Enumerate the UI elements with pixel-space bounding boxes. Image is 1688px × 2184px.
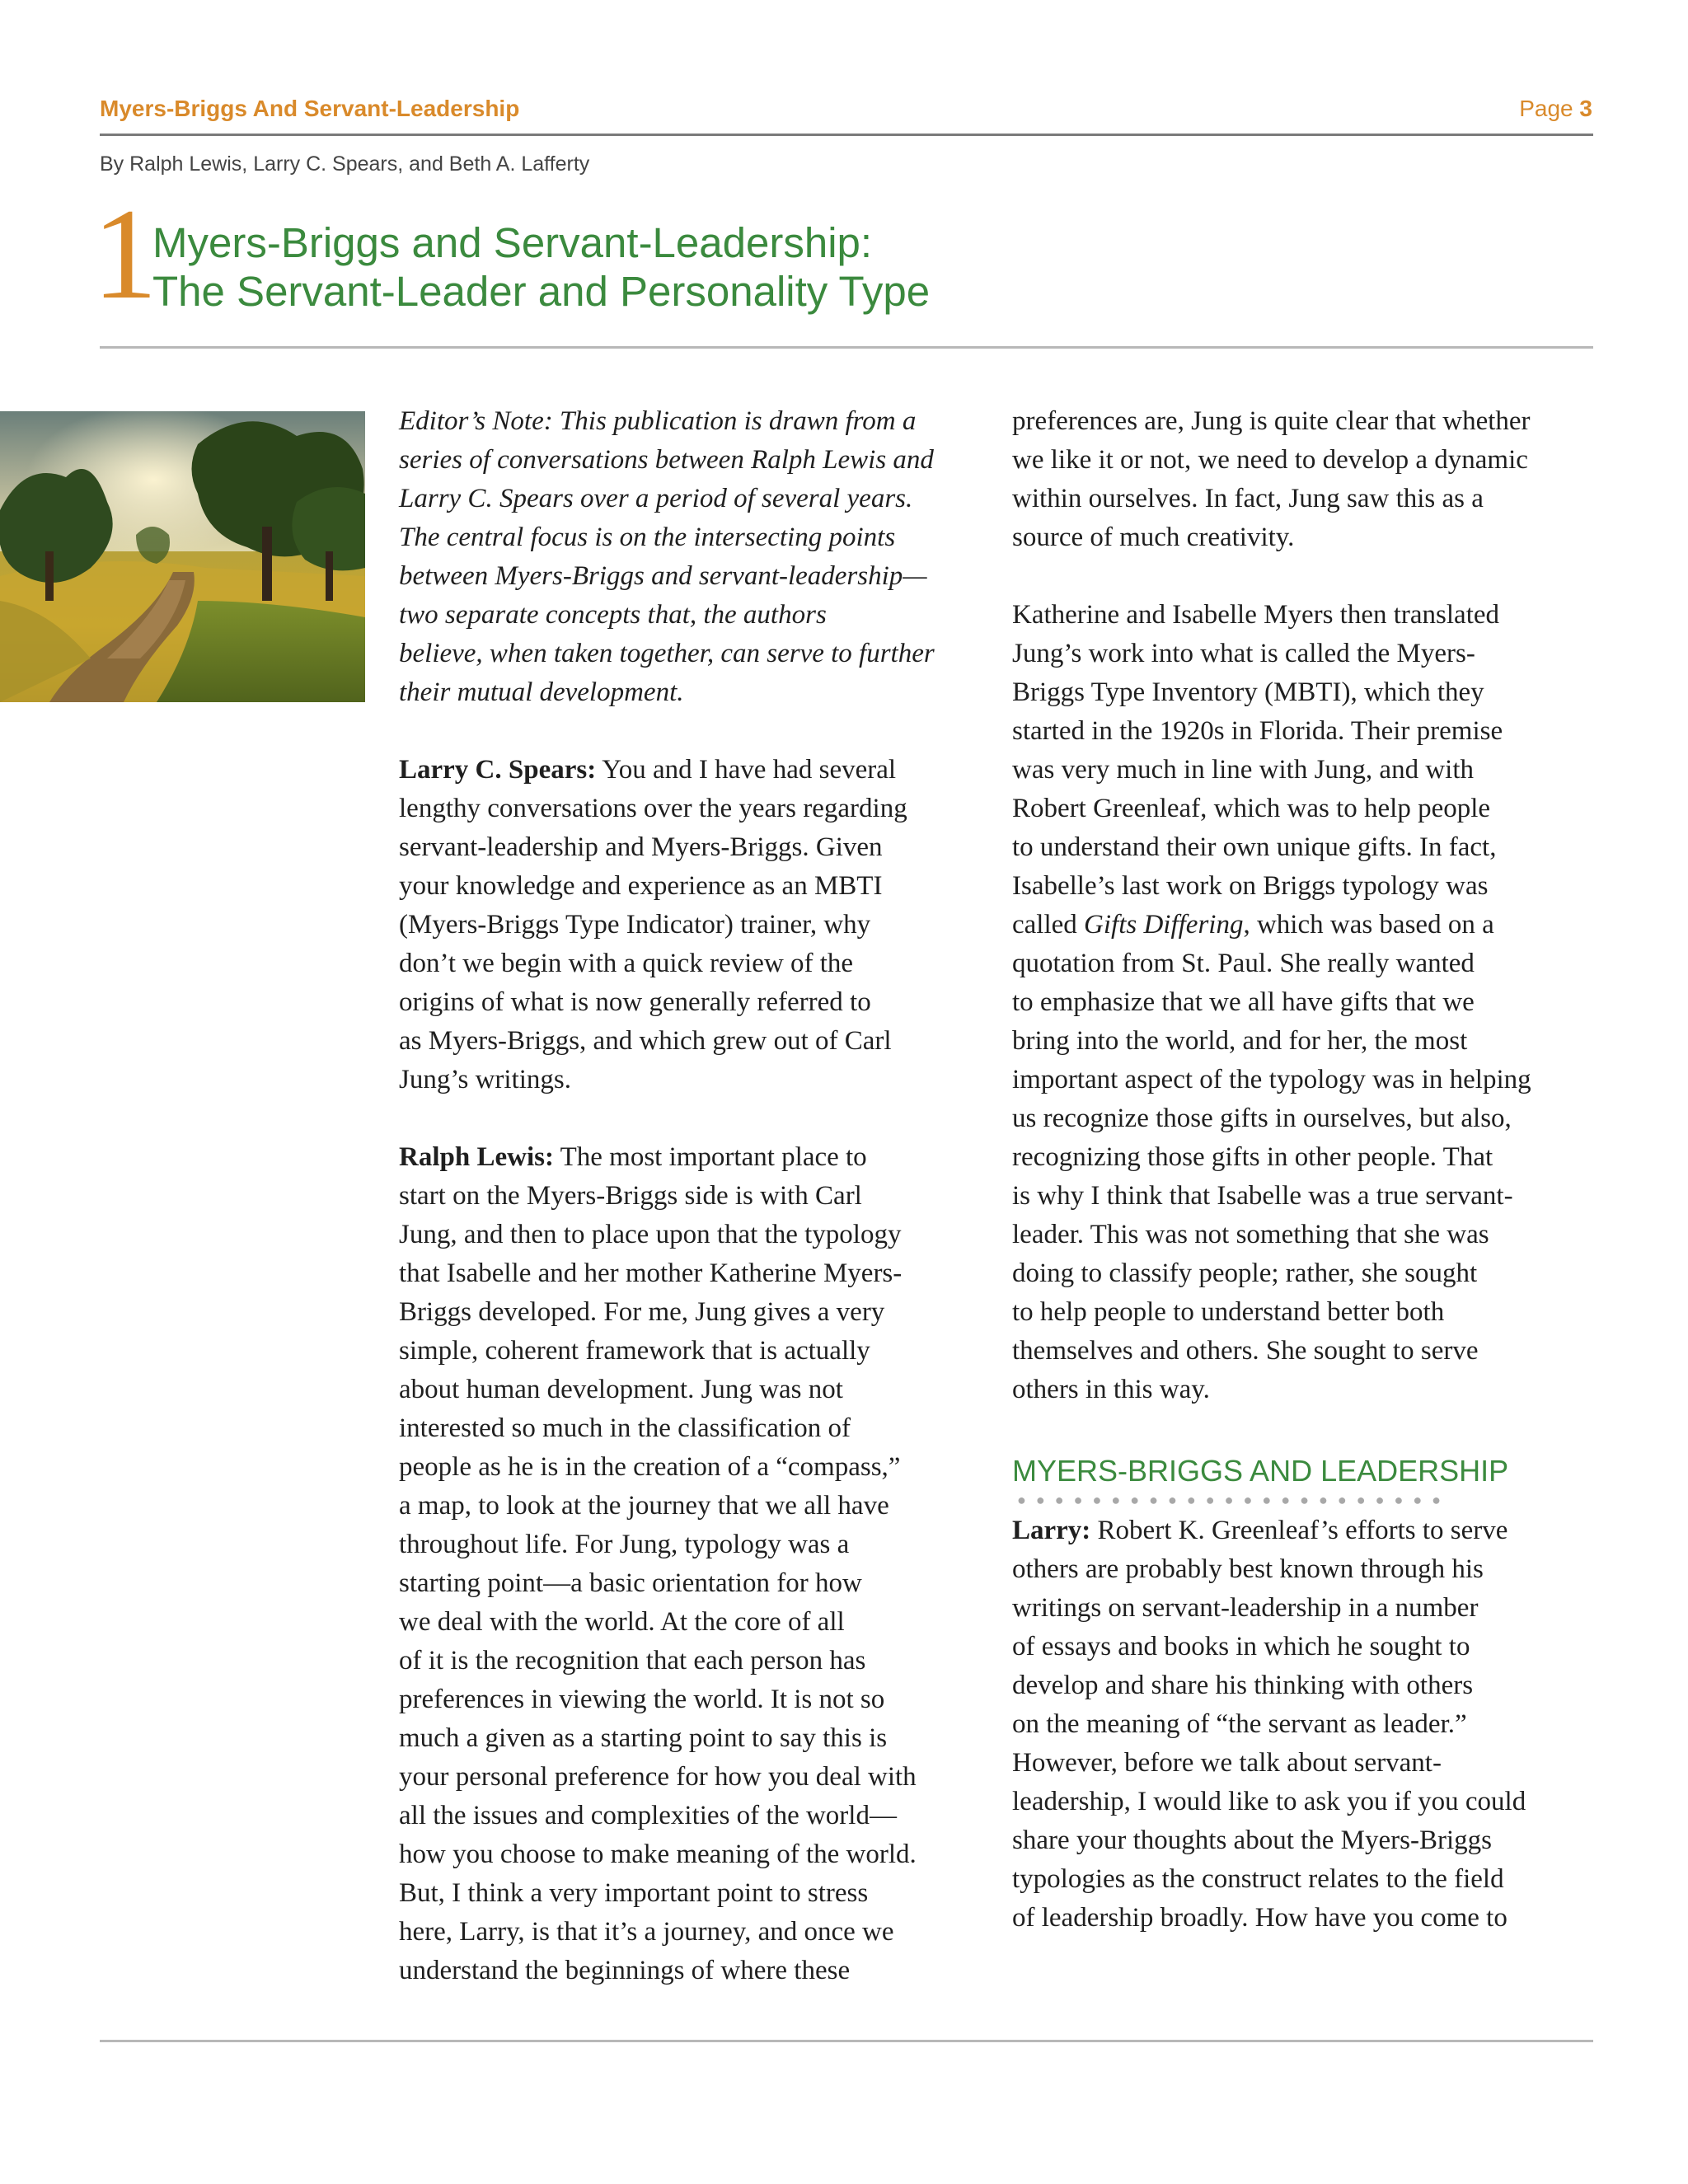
paragraph-line: your knowledge and experience as an MBTI [399, 871, 883, 901]
editors-note-line: two separate concepts that, the authors [399, 600, 827, 630]
paragraph-spears-2 [1012, 1511, 1606, 1938]
paragraph-line: quotation from St. Paul. She really wanted [1012, 949, 1475, 978]
paragraph-line: But, I think a very important point to stress [399, 1878, 869, 1908]
paragraph-line: people as he is in the creation of a “compass,” [399, 1452, 901, 1482]
book-title: Gifts Differing [1084, 910, 1244, 940]
paragraph-line [399, 1138, 992, 1177]
paragraph-line: (Myers-Briggs Type Indicator) trainer, why [399, 910, 871, 940]
paragraph-line: throughout life. For Jung, typology was a [399, 1530, 850, 1559]
paragraph-line: preferences in viewing the world. It is not so [399, 1685, 885, 1714]
paragraph-line [1012, 906, 1606, 944]
paragraph-line: writings on servant-leadership in a number [1012, 1593, 1479, 1623]
paragraph-line: simple, coherent framework that is actually [399, 1336, 870, 1366]
paragraph-line: others are probably best known through his [1012, 1554, 1484, 1584]
paragraph-lewis-3 [1012, 596, 1606, 1409]
paragraph-line: how you choose to make meaning of the world. [399, 1840, 917, 1869]
editors-note-line: Editor’s Note: This publication is drawn from a [399, 406, 917, 436]
header-rule [100, 134, 1593, 136]
paragraph-line: servant-leadership and Myers-Briggs. Given [399, 832, 883, 862]
paragraph-line: we deal with the world. At the core of all [399, 1607, 845, 1637]
paragraph-line: to help people to understand better both [1012, 1297, 1445, 1327]
paragraph-text: The most important place to [553, 1142, 867, 1172]
paragraph-lewis-1 [399, 1138, 992, 1990]
paragraph-line: your personal preference for how you deal with [399, 1762, 917, 1792]
paragraph-line: origins of what is now generally referred to [399, 987, 871, 1017]
paragraph-lewis-2 [1012, 402, 1606, 557]
paragraph-line: bring into the world, and for her, the most [1012, 1026, 1468, 1056]
paragraph-text: Robert K. Greenleaf’s efforts to serve [1090, 1516, 1508, 1545]
paragraph-text: , which was based on a [1243, 910, 1494, 940]
chapter-title-line-2: The Servant-Leader and Personality Type [152, 268, 931, 315]
paragraph-line: others in this way. [1012, 1375, 1210, 1404]
editors-note-line: believe, when taken together, can serve to further [399, 639, 935, 668]
paragraph-line: us recognize those gifts in ourselves, but also, [1012, 1104, 1512, 1133]
title-rule [100, 346, 1593, 349]
editors-note [399, 402, 992, 712]
landscape-illustration [0, 411, 365, 702]
paragraph-line: start on the Myers-Briggs side is with Carl [399, 1181, 862, 1211]
editors-note-line: between Myers-Briggs and servant-leadership— [399, 561, 927, 591]
paragraph-text: You and I have had several [596, 755, 897, 785]
paragraph-text: called [1012, 910, 1085, 940]
paragraph-line: Jung’s work into what is called the Myers- [1012, 639, 1475, 668]
speaker-name: Larry C. Spears: [399, 755, 597, 785]
paragraph-line: Isabelle’s last work on Briggs typology was [1012, 871, 1489, 901]
paragraph-line: on the meaning of “the servant as leader.” [1012, 1709, 1467, 1739]
paragraph-line: understand the beginnings of where these [399, 1956, 851, 1985]
chapter-title-line-1: Myers-Briggs and Servant-Leadership: [152, 219, 873, 266]
paragraph-line: source of much creativity. [1012, 523, 1295, 552]
paragraph-line: leader. This was not something that she was [1012, 1220, 1489, 1249]
paragraph-line: we like it or not, we need to develop a dynamic [1012, 445, 1528, 475]
paragraph-line: preferences are, Jung is quite clear that whether [1012, 406, 1531, 436]
paragraph-line: Briggs developed. For me, Jung gives a very [399, 1297, 885, 1327]
page-label: Page [1519, 96, 1573, 121]
paragraph-line: to emphasize that we all have gifts that we [1012, 987, 1475, 1017]
running-header-title: Myers-Briggs And Servant-Leadership [100, 96, 520, 121]
paragraph-line: Jung, and then to place upon that the typology [399, 1220, 902, 1249]
paragraph-line: doing to classify people; rather, she sought [1012, 1258, 1478, 1288]
paragraph-line: about human development. Jung was not [399, 1375, 843, 1404]
paragraph-line: to understand their own unique gifts. In fact, [1012, 832, 1497, 862]
paragraph-line: started in the 1920s in Florida. Their premise [1012, 716, 1503, 746]
paragraph-line: themselves and others. She sought to serve [1012, 1336, 1479, 1366]
paragraph-line: starting point—a basic orientation for how [399, 1568, 862, 1598]
paragraph-line: as Myers-Briggs, and which grew out of Carl [399, 1026, 892, 1056]
paragraph-line: is why I think that Isabelle was a true servant- [1012, 1181, 1513, 1211]
paragraph-line: was very much in line with Jung, and with [1012, 755, 1475, 785]
speaker-name: Ralph Lewis: [399, 1142, 554, 1172]
dotted-divider: ●●●●●●●●●●●●●●●●●●●●●●● [1017, 1492, 1451, 1508]
paragraph-line: of it is the recognition that each person has [399, 1646, 866, 1675]
paragraph-line: important aspect of the typology was in helping [1012, 1065, 1531, 1094]
landscape-photo [0, 411, 365, 702]
paragraph-line: However, before we talk about servant- [1012, 1748, 1442, 1778]
paragraph-line: lengthy conversations over the years regarding [399, 794, 907, 823]
left-column [399, 402, 992, 2029]
paragraph-line [1012, 1511, 1606, 1550]
paragraph-spears-1 [399, 751, 992, 1099]
paragraph-line: Briggs Type Inventory (MBTI), which they [1012, 677, 1484, 707]
paragraph-line: Jung’s writings. [399, 1065, 572, 1094]
editors-note-line: series of conversations between Ralph Lewis and [399, 445, 934, 475]
paragraph-line: recognizing those gifts in other people. That [1012, 1142, 1493, 1172]
byline: By Ralph Lewis, Larry C. Spears, and Beth A. Lafferty [100, 152, 590, 176]
chapter-title [152, 218, 930, 316]
paragraph-line: typologies as the construct relates to the field [1012, 1864, 1504, 1894]
footer-rule [100, 2040, 1593, 2042]
page-number: 3 [1579, 96, 1592, 121]
speaker-name: Larry: [1012, 1516, 1091, 1545]
paragraph-line: all the issues and complexities of the world— [399, 1801, 897, 1830]
paragraph-line: much a given as a starting point to say this is [399, 1723, 888, 1753]
paragraph-line: here, Larry, is that it’s a journey, and once we [399, 1917, 894, 1947]
page-number-label [1519, 96, 1592, 122]
editors-note-line: The central focus is on the intersecting points [399, 523, 896, 552]
paragraph-line [399, 751, 992, 790]
paragraph-line: don’t we begin with a quick review of the [399, 949, 854, 978]
right-column [1012, 402, 1606, 1976]
paragraph-line: within ourselves. In fact, Jung saw this as a [1012, 484, 1484, 513]
editors-note-line: their mutual development. [399, 677, 684, 707]
chapter-number: 1 [92, 182, 157, 326]
paragraph-line: that Isabelle and her mother Katherine Myers- [399, 1258, 903, 1288]
editors-note-line: Larry C. Spears over a period of several years. [399, 484, 913, 513]
paragraph-line: of leadership broadly. How have you come to [1012, 1903, 1507, 1933]
paragraph-line: leadership, I would like to ask you if you could [1012, 1787, 1526, 1816]
paragraph-line: interested so much in the classification of [399, 1413, 851, 1443]
paragraph-line: develop and share his thinking with others [1012, 1671, 1474, 1700]
section-heading: MYERS-BRIGGS AND LEADERSHIP [1012, 1454, 1509, 1488]
paragraph-line: Katherine and Isabelle Myers then translated [1012, 600, 1500, 630]
paragraph-line: of essays and books in which he sought to [1012, 1632, 1470, 1661]
paragraph-line: Robert Greenleaf, which was to help people [1012, 794, 1491, 823]
paragraph-line: share your thoughts about the Myers-Briggs [1012, 1825, 1492, 1855]
paragraph-line: a map, to look at the journey that we all have [399, 1491, 889, 1521]
